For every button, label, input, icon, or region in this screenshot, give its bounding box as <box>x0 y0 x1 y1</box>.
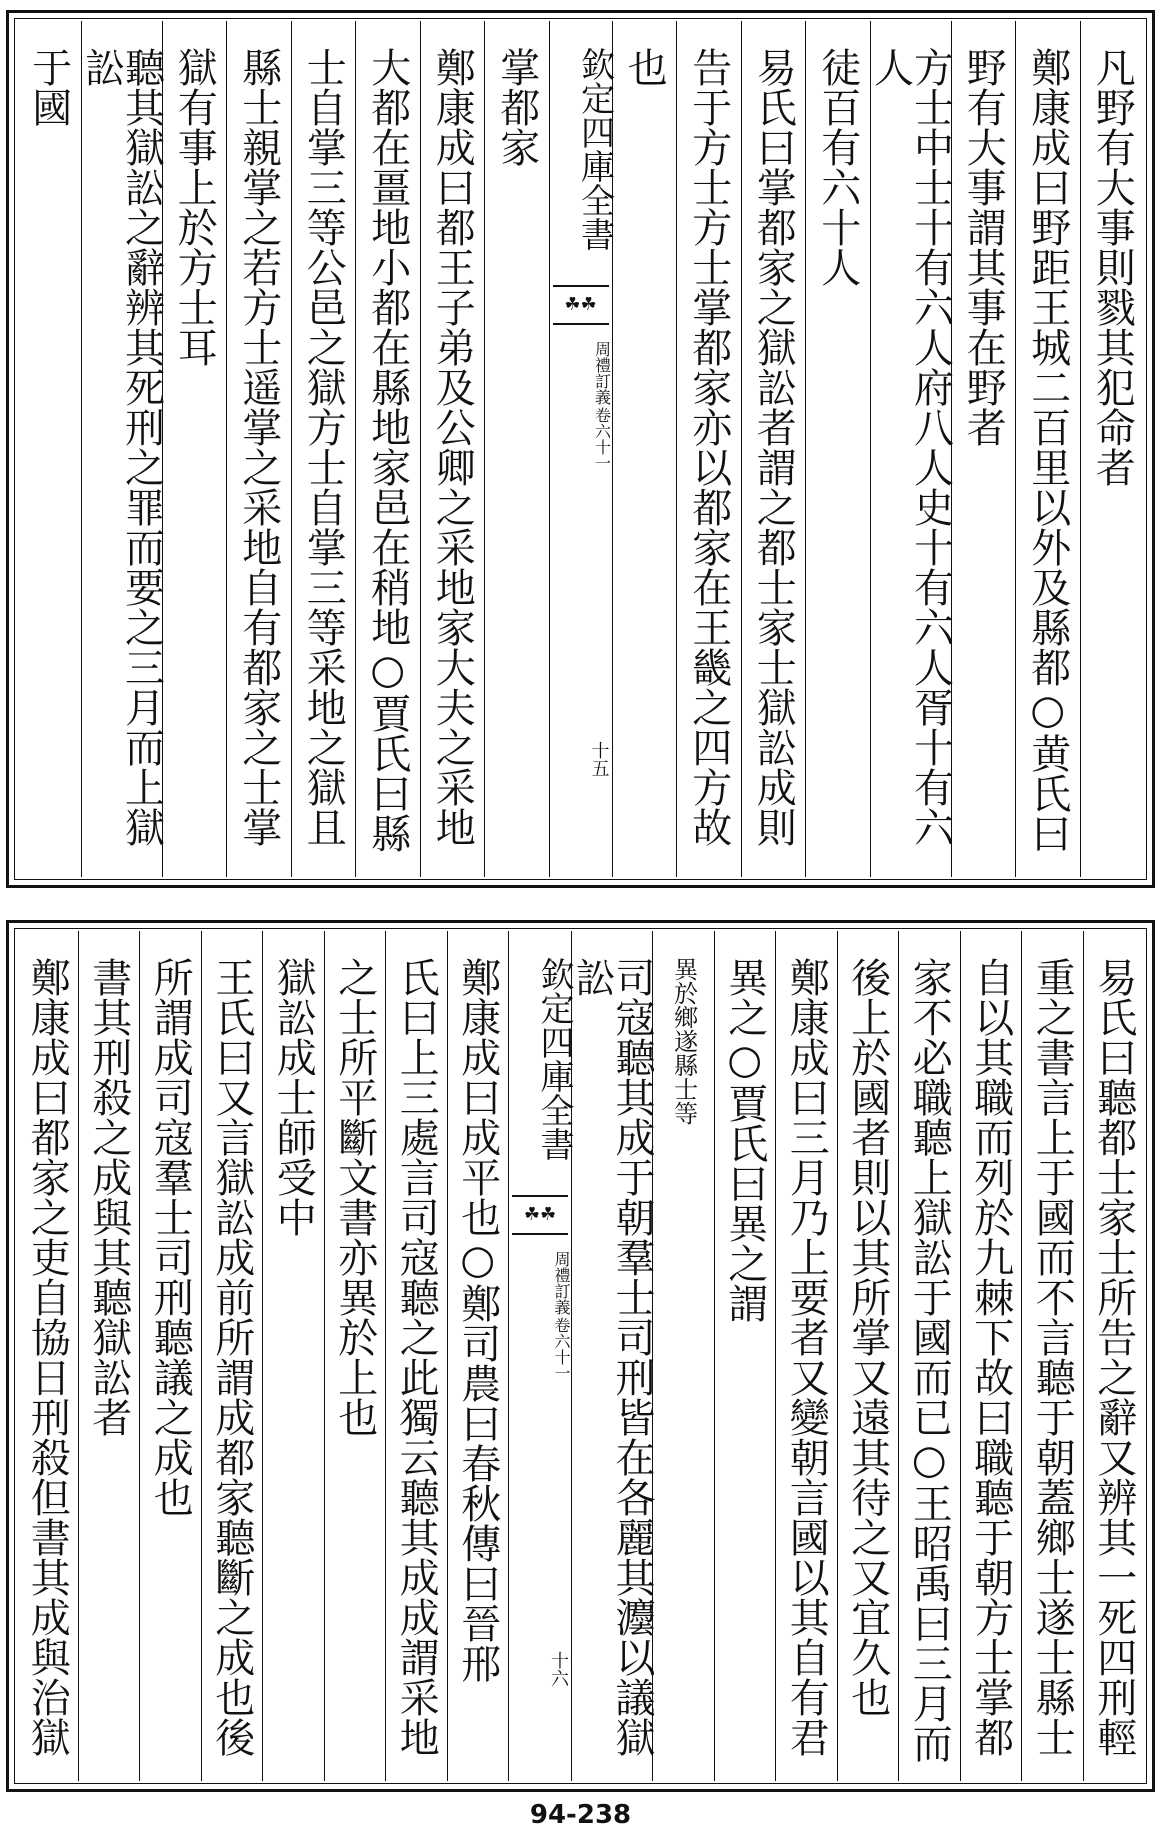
column-text: 異之○賈氏曰異之謂 <box>721 957 768 1323</box>
column-text: 異於鄉遂縣士等 <box>669 957 698 1125</box>
text-column <box>324 931 386 1781</box>
page-panel-top <box>6 10 1155 888</box>
column-text: 大都在畺地小都在縣地家邑在稍地○賈氏曰縣 <box>364 47 411 853</box>
banner-subtitle-line: 卷六十一 <box>552 1317 571 1381</box>
page-panel-bottom <box>6 920 1155 1792</box>
banner-title: 欽定四庫全書 <box>534 957 574 1161</box>
column-text: 司寇聽其成于朝羣士司刑皆在各麗其灋以議獄訟 <box>569 957 655 1757</box>
column-text: 後上於國者則以其所掌又遠其待之又宜久也 <box>844 957 891 1717</box>
text-column <box>714 931 776 1781</box>
column-text: 書其刑殺之成與其聽獄訟者 <box>85 957 132 1437</box>
banner-subtitle <box>550 341 612 471</box>
center-banner <box>508 931 574 1781</box>
text-column <box>1015 21 1080 877</box>
page-footer-code: 94-238 <box>529 1800 632 1830</box>
text-column <box>1083 931 1145 1781</box>
text-column <box>139 931 201 1781</box>
column-text: 鄭康成曰都家之吏自協日刑殺但書其成與治獄 <box>24 957 71 1757</box>
text-column <box>775 931 837 1781</box>
text-column <box>569 931 655 1781</box>
text-column <box>162 21 227 877</box>
column-text: 野有大事謂其事在野者 <box>960 47 1007 447</box>
column-text: 家不必職聽上獄訟于國而已○王昭禹曰三月而 <box>906 957 953 1763</box>
text-column <box>612 21 677 877</box>
text-column <box>960 931 1022 1781</box>
text-column <box>484 21 549 877</box>
text-column <box>951 21 1016 877</box>
text-column <box>867 21 954 877</box>
column-text: 也 <box>621 47 668 87</box>
column-text: 易氏曰掌都家之獄訟者謂之都士家士獄訟成則 <box>750 47 797 847</box>
text-column <box>420 21 485 877</box>
text-column <box>676 21 741 877</box>
banner-title: 欽定四庫全書 <box>574 47 615 251</box>
banner-page-number: 十五 <box>588 741 610 777</box>
column-text: 獄有事上於方士耳 <box>171 47 218 367</box>
column-text: 于國 <box>25 47 72 127</box>
banner-page-number: 十六 <box>548 1651 569 1687</box>
column-text: 自以其職而列於九棘下故曰職聽于朝方士掌都 <box>967 957 1014 1757</box>
text-column <box>447 931 509 1781</box>
center-banner <box>549 21 615 877</box>
column-text: 掌都家 <box>493 47 540 167</box>
text-column <box>837 931 899 1781</box>
column-text: 告于方士方士掌都家亦以都家在王畿之四方故 <box>685 47 732 847</box>
text-column <box>226 21 291 877</box>
column-text: 士自掌三等公邑之獄方士自掌三等采地之獄且 <box>300 47 347 847</box>
text-column <box>78 931 140 1781</box>
column-text: 鄭康成曰野距王城二百里以外及縣都○黄氏曰 <box>1024 47 1071 853</box>
banner-subtitle-line: 周禮訂義 <box>552 1251 571 1315</box>
text-column <box>385 931 447 1781</box>
column-text: 獄訟成士師受中 <box>270 957 317 1237</box>
text-column <box>1080 21 1145 877</box>
column-text: 氏曰上三處言司寇聽之此獨云聽其成成謂采地 <box>393 957 440 1757</box>
column-text: 鄭康成曰都王子弟及公卿之采地家大夫之采地 <box>429 47 476 847</box>
text-column <box>898 931 960 1781</box>
text-column <box>17 931 78 1781</box>
fish-tail-ornament-icon: ☘☘ <box>512 1195 568 1235</box>
text-columns-bottom <box>17 931 1144 1781</box>
text-column <box>291 21 356 877</box>
column-text: 易氏曰聽都士家士所告之辭又辨其一死四刑輕 <box>1090 957 1137 1757</box>
column-text: 所謂成司寇羣士司刑聽議之成也 <box>147 957 194 1517</box>
text-columns-top <box>17 21 1144 877</box>
text-column <box>741 21 806 877</box>
column-text: 凡野有大事則戮其犯命者 <box>1089 47 1136 487</box>
text-column <box>262 931 324 1781</box>
column-text: 王氏曰又言獄訟成前所謂成都家聽斷之成也後 <box>208 957 255 1757</box>
column-text: 之士所平斷文書亦異於上也 <box>331 957 378 1437</box>
column-text: 方士中士十有六人府八人史十有六人胥十有六人 <box>867 47 954 847</box>
column-text: 重之書言上于國而不言聽于朝蓋鄉士遂士縣士 <box>1029 957 1076 1757</box>
banner-subtitle-line: 卷六十一 <box>592 407 612 471</box>
fish-tail-ornament-icon: ☘☘ <box>553 285 609 325</box>
column-text: 鄭康成曰成平也○鄭司農曰春秋傳曰晉邢 <box>454 957 501 1683</box>
text-column <box>355 21 420 877</box>
text-column <box>652 931 714 1781</box>
column-text: 徒百有六十人 <box>814 47 861 287</box>
text-column <box>17 21 81 877</box>
column-text: 聽其獄訟之辭辨其死刑之罪而要之三月而上獄訟 <box>78 47 165 847</box>
banner-subtitle <box>509 1251 571 1381</box>
text-column <box>1021 931 1083 1781</box>
text-column <box>805 21 870 877</box>
column-text: 縣士親掌之若方士遥掌之采地自有都家之士掌 <box>235 47 282 847</box>
column-text: 鄭康成曰三月乃上要者又變朝言國以其自有君 <box>783 957 830 1757</box>
text-column <box>201 931 263 1781</box>
text-column <box>78 21 165 877</box>
banner-subtitle-line: 周禮訂義 <box>592 341 612 405</box>
